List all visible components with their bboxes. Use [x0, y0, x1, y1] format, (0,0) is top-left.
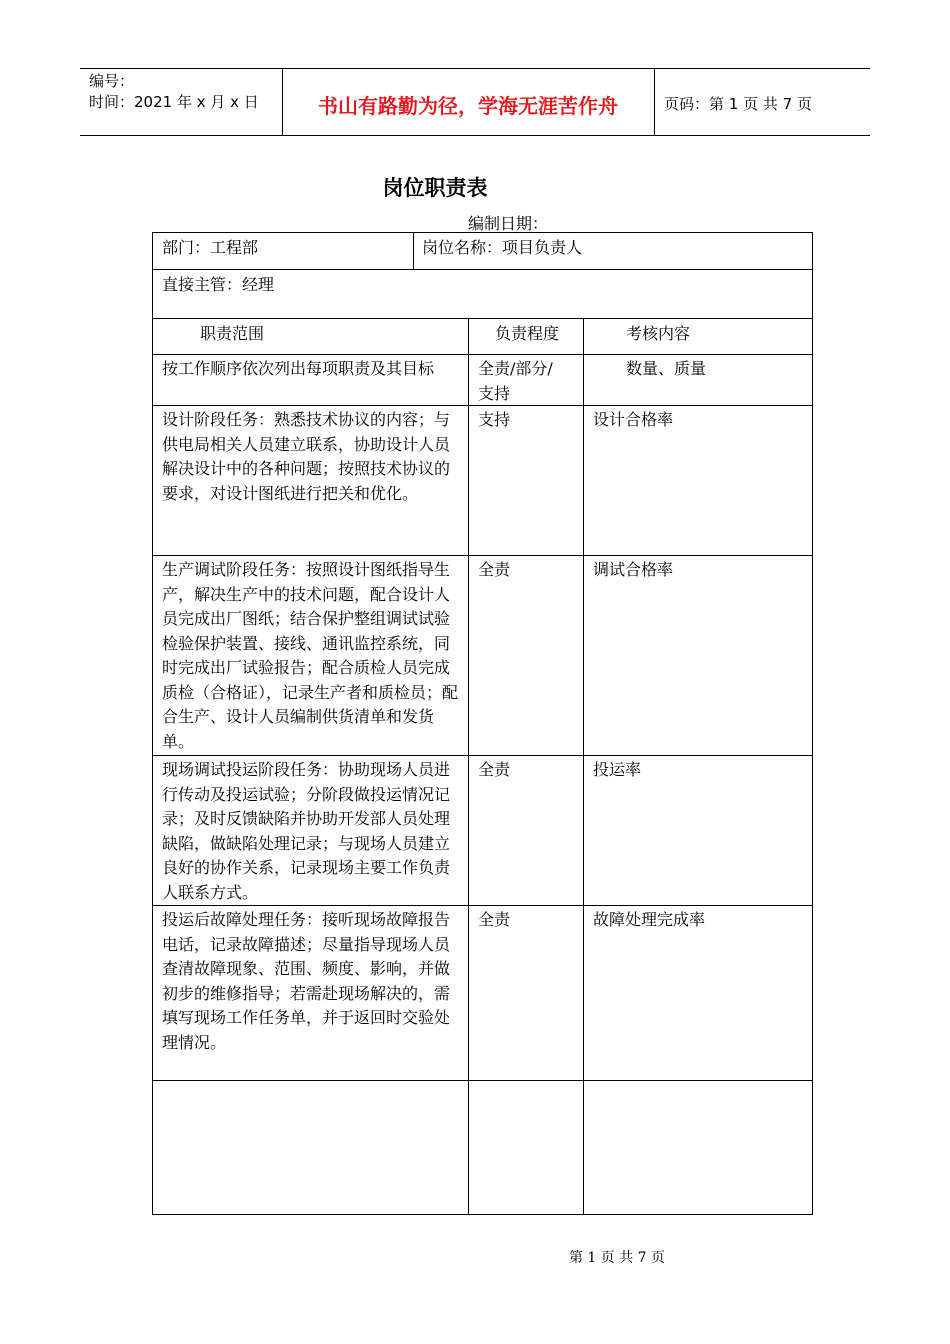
- number-label: 编号：: [89, 72, 135, 90]
- row-assessment: 设计合格率: [593, 410, 674, 429]
- table-rule: [152, 354, 813, 355]
- row-degree: 全责: [478, 560, 511, 579]
- row-degree: 全责: [478, 910, 511, 929]
- row-assessment: 投运率: [593, 760, 642, 779]
- row-assessment: 故障处理完成率: [593, 910, 706, 929]
- row-assessment: 调试合格率: [593, 560, 674, 579]
- table-rule: [413, 232, 414, 269]
- guide-assessment: 数量、质量: [626, 359, 707, 378]
- table-rule: [152, 318, 813, 319]
- table-rule: [152, 269, 813, 270]
- position-cell: 岗位名称：项目负责人: [422, 238, 583, 257]
- guide-degree: 全责/部分/支持: [478, 359, 553, 403]
- department-cell: 部门：工程部: [162, 238, 259, 257]
- table-rule: [152, 755, 813, 756]
- date-label: 编制日期：: [468, 214, 549, 233]
- column-header-degree: 负责程度: [495, 324, 560, 343]
- row-scope: 现场调试投运阶段任务：协助现场人员进行传动及投运试验；分阶段做投运情况记录；及时反馈缺陷并协助开发部人员处理缺陷，做缺陷处理记录；与现场人员建立良好的协作关系，记录现场主要工作负责人联系方式。: [162, 760, 451, 902]
- header-page-info: 页码：第 1 页 共 7 页: [664, 95, 812, 113]
- guide-scope: 按工作顺序依次列出每项职责及其目标: [162, 359, 435, 378]
- header-motto: 书山有路勤为径，学海无涯苦作舟: [318, 94, 618, 118]
- column-header-assessment: 考核内容: [626, 324, 691, 343]
- footer-page-info: 第 1 页 共 7 页: [568, 1250, 666, 1266]
- table-rule: [468, 318, 469, 1215]
- header-divider: [654, 68, 655, 136]
- header-top-rule: [80, 68, 870, 69]
- supervisor-cell: 直接主管：经理: [162, 275, 275, 294]
- column-header-scope: 职责范围: [200, 324, 265, 343]
- row-scope: 生产调试阶段任务：按照设计图纸指导生产，解决生产中的技术问题，配合设计人员完成出厂图纸；结合保护整组调试试验检验保护装置、接线、通讯监控系统，同时完成出厂试验报告；配合质检人员完成质检（合格证），记录生产者和质检员；配合生产、设计人员编制供货清单和发货单。: [162, 560, 459, 751]
- table-rule: [152, 555, 813, 556]
- row-degree: 全责: [478, 760, 511, 779]
- header-bottom-rule: [80, 135, 870, 136]
- row-scope: 投运后故障处理任务：接听现场故障报告电话，记录故障描述；尽量指导现场人员查清故障现象、范围、频度、影响，并做初步的维修指导；若需赴现场解决的，需填写现场工作任务单，并于返回时交验处理情况。: [162, 910, 451, 1052]
- header-meta: [89, 71, 259, 113]
- document-title: 岗位职责表: [382, 175, 488, 200]
- row-scope: 设计阶段任务：熟悉技术协议的内容；与供电局相关人员建立联系，协助设计人员解决设计中的各种问题；按照技术协议的要求，对设计图纸进行把关和优化。: [162, 410, 451, 503]
- table-rule: [583, 318, 584, 1215]
- table-rule: [152, 905, 813, 906]
- time-label: 时间：2021 年 x 月 x 日: [89, 93, 259, 111]
- table-rule: [152, 1080, 813, 1081]
- row-degree: 支持: [478, 410, 511, 429]
